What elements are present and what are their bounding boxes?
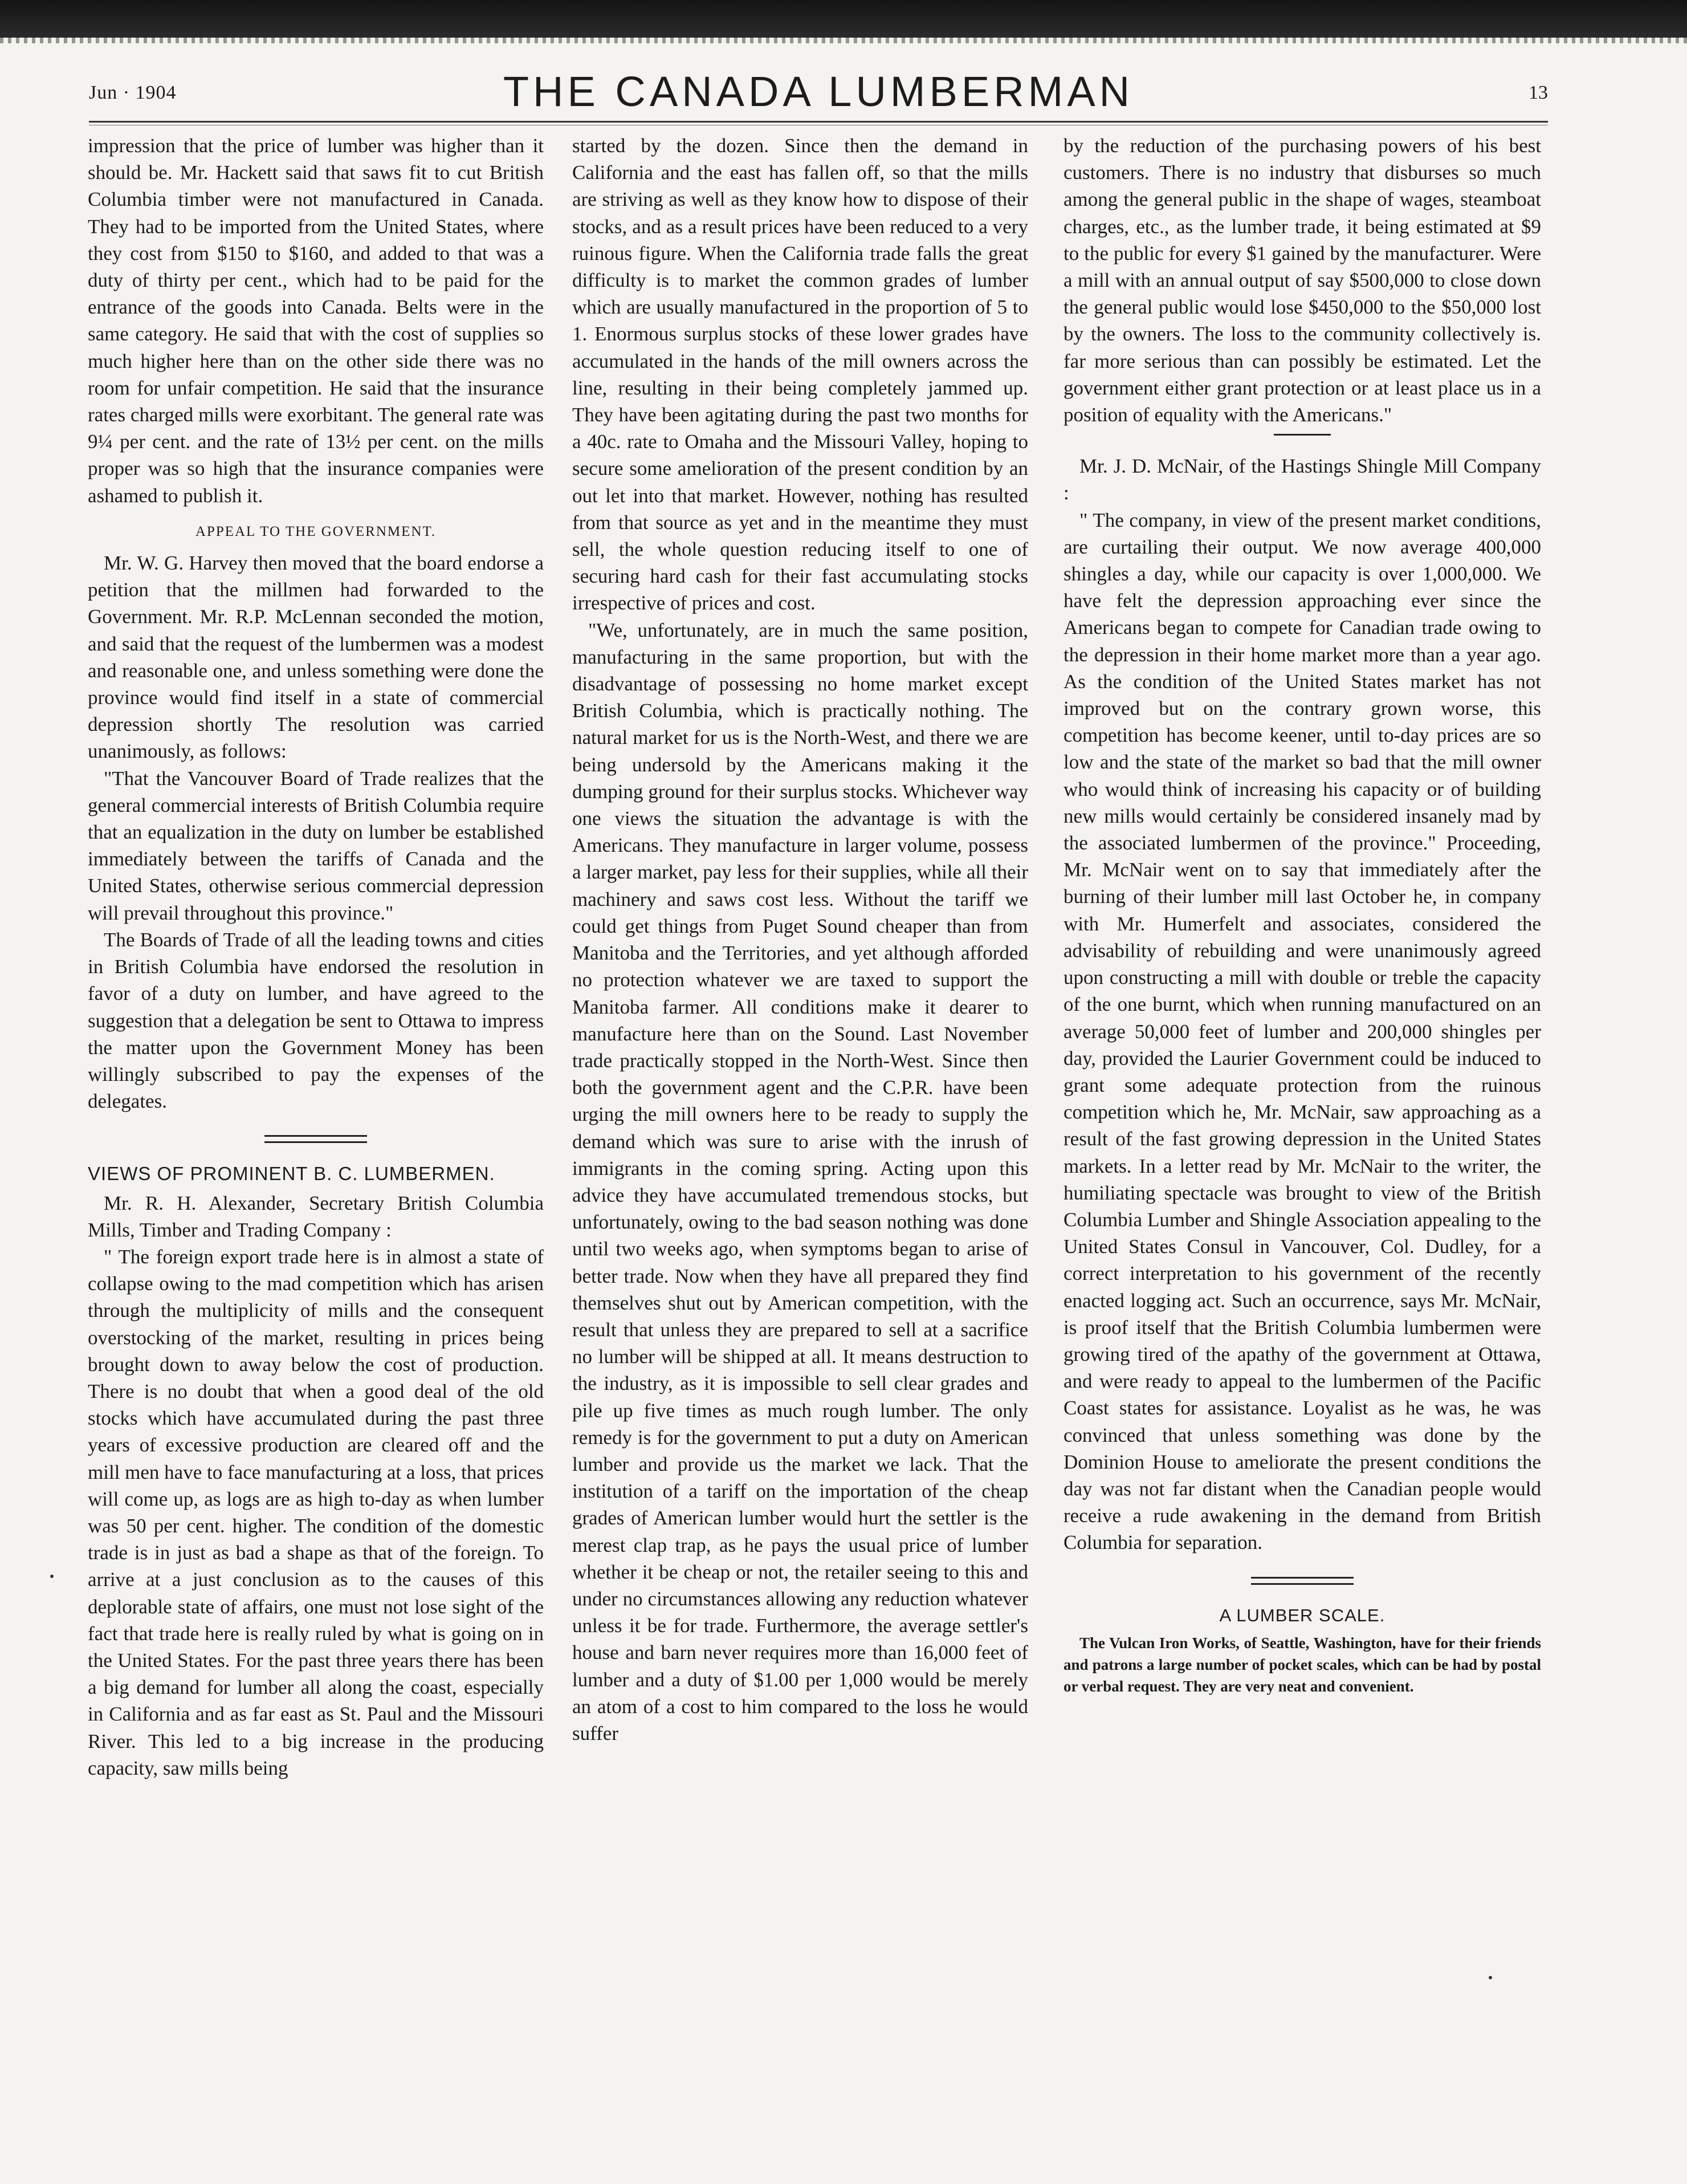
page-header (89, 67, 1548, 119)
paragraph: The Vulcan Iron Works, of Seattle, Washington, have for their friends and patrons a large number of pocket scales, which can be had by postal or verbal request. They are very neat and convenient. (1063, 1634, 1541, 1695)
print-speck (50, 1575, 54, 1578)
subheading-appeal: APPEAL TO THE GOVERNMENT. (195, 523, 437, 539)
issue-date: Jun · 1904 (89, 82, 177, 103)
paragraph: started by the dozen. Since then the demand in California and the east has fallen off, so that the mills are striving as well as they know how to dispose of their stocks, and as a result prices have been reduced to a very ruinous figure. When the California trade falls the great difficulty is to market the common grades of lumber which are usually manufactured in the proportion of 5 to 1. Enormous surplus stocks of these lower grades have accumulated in the hands of the mill owners across the line, resulting in their being completely jammed up. They have been agitating during the past two months for a 40c. rate to Omaha and the Missouri Valley, hoping to secure some amelioration of the present condition by an out let into that market. However, nothing has resulted from that source as yet and in the meantime they must sell, the whole question reducing itself to one of securing hard cash for their fast accumulating stocks irrespective of prices and cost. (572, 135, 1028, 615)
divider (1274, 434, 1331, 436)
paragraph: Mr. J. D. McNair, of the Hastings Shingle Mill Company : (1063, 455, 1541, 505)
paragraph: Mr. W. G. Harvey then moved that the board endorse a petition that the millmen had forwarded to the Government. Mr. R.P. McLennan seconded the motion, and said that the request of the lumbermen was a modest and reasonable one, and unless something were done the province would find itself in a state of commercial depression shortly The resolution was carried unanimously, as follows: (88, 552, 544, 763)
page-top-border (0, 0, 1687, 38)
column-1 (88, 132, 544, 1782)
paragraph: by the reduction of the purchasing powers of his best customers. There is no industry that disburses so much among the general public in the shape of wages, steamboat charges, etc., as the lumber trade, it being estimated at $9 to the public for every $1 gained by the manufacturer. Were a mill with an annual output of say $500,000 to close down the general public would lose $450,000 to the $50,000 lost by the owners. The loss to the community collectively is. far more serious than can possibly be estimated. Let the government either grant protection or at least place us in a position of equality with the Americans." (1063, 135, 1541, 426)
paragraph: impression that the price of lumber was higher than it should be. Mr. Hackett said that saws fit to cut British Columbia timber were not manufactured in Canada. They had to be imported from the United States, where they cost from $150 to $160, and added to that was a duty of thirty per cent., which had to be paid for the entrance of the goods into Canada. Belts were in the same category. He said that with the cost of supplies so much higher here than on the other side there was no room for unfair competition. He said that the insurance rates charged mills were exorbitant. The general rate was 9¼ per cent. and the rate of 13½ per cent. on the mills proper was so high that the insurance companies were ashamed to publish it. (88, 135, 544, 507)
column-3 (1063, 132, 1541, 1697)
paragraph: The Boards of Trade of all the leading towns and cities in British Columbia have endorsed the resolution in favor of a duty on lumber, and have agreed to the suggestion that a delegation be sent to Ottawa to impress the matter upon the Government Money has been willingly subscribed to pay the expenses of the delegates. (88, 928, 544, 1113)
paragraph: "That the Vancouver Board of Trade realizes that the general commercial interests of British Columbia require that an equalization in the duty on lumber be established immediately between the tariffs of Canada and the United States, otherwise serious commercial depression will prevail throughout this province." (88, 767, 544, 924)
section-heading-views: VIEWS OF PROMINENT B. C. LUMBERMEN. (88, 1163, 495, 1185)
paragraph: " The foreign export trade here is in almost a state of collapse owing to the mad competition which has arisen through the multiplicity of mills and the consequent overstocking of the market, resulting in prices being brought down to away below the cost of production. There is no doubt that when a good deal of the old stocks which have accumulated during the past three years of excessive production are cleared off and the mill men have to face manufacturing at a loss, that prices will come up, as logs are as high to-day as when lumber was 50 per cent. higher. The condition of the domestic trade is in just as bad a shape as that of the foreign. To arrive at a just conclusion as to the causes of this deplorable state of affairs, one must not lose sight of the fact that trade here is really ruled by what is going on in the United States. For the past three years there has been a big demand for lumber all along the coast, especially in California and as far east as St. Paul and the Missouri River. This led to a big increase in the producing capacity, saw mills being (88, 1245, 544, 1779)
paragraph: " The company, in view of the present market conditions, are curtailing their output. We now average 400,000 shingles a day, while our capacity is over 1,000,000. We have felt the depression approaching ever since the Americans began to compete for Canadian trade owing to the depression in their home market more than a year ago. As the condition of the United States market has not improved but on the contrary grown worse, this competition has become keener, until to-day prices are so low and the state of the market so bad that the mill owner who would think of increasing his capacity or of building new mills would certainly be considered insanely mad by the associated lumbermen of the province." Proceeding, Mr. McNair went on to say that immediately after the burning of their lumber mill last October he, in company with Mr. Humerfelt and associates, considered the advisability of rebuilding and were unanimously agreed upon constructing a mill with double or treble the capacity of the one burnt, which when running manufactured on an average 50,000 feet of lumber and 200,000 shingles per day, provided the Laurier Government could be induced to grant some adequate protection from the ruinous competition which he, Mr. McNair, saw approaching as a result of the fast growing depression in the United States markets. In a letter read by Mr. McNair to the writer, the humiliating spectacle was brought to view of the British Columbia Lumber and Shingle Association appealing to the United States Consul in Vancouver, Col. Dudley, for a correct interpretation to his government of the recently enacted logging act. Such an occurrence, says Mr. McNair, is proof itself that the British Columbia lumbermen were growing tired of the apathy of the government at Ottawa, and were ready to appeal to the lumbermen of the Pacific Coast states for assistance. Loyalist as he was, he was convinced that unless something was done by the Dominion House to ameliorate the present conditions the day was not far distant when the Canadian people would receive a rude awakening in the demand from British Columbia for separation. (1063, 509, 1541, 1554)
print-speck (1489, 1976, 1492, 1979)
header-rule (89, 121, 1548, 125)
paragraph: "We, unfortunately, are in much the same position, manufacturing in the same proportion, but with the disadvantage of possessing no home market except British Columbia, which is practically nothing. The natural market for us is the North-West, and there we are being undersold by the Americans making it the dumping ground for their surplus stocks. Whichever way one views the situation the advantage is with the Americans. They manufacture in larger volume, possess a larger market, pay less for their supplies, while all their machinery and saws cost less. Without the tariff we could get things from Puget Sound cheaper than from Manitoba and the Territories, and yet although afforded no protection whatever we are taxed to support the Manitoba farmer. All conditions make it dearer to manufacture here than on the Sound. Last November trade practically stopped in the North-West. Since then both the government agent and the C.P.R. have been urging the mill owners here to be ready to supply the demand which was sure to arise with the inrush of immigrants in the coming spring. Acting upon this advice they have accumulated tremendous stocks, but unfortunately, owing to the bad season nothing was done until two weeks ago, when symptoms began to arise of better trade. Now when they have all prepared they find themselves shut out by American competition, with the result that unless they are prepared to sell at a sacrifice no lumber will be shipped at all. It means destruction to the industry, as it is impossible to sell clear grades and pile up five times as much rough lumber. The only remedy is for the government to put a duty on American lumber and provide us the market we lack. That the institution of a tariff on the importation of the cheap grades of American lumber would hurt the settler is the merest clap trap, as he pays the usual price of lumber whether it be cheap or not, the retailer seeing to this and under no circumstances allowing any reduction whatever unless it be for trade. Furthermore, the average settler's house and barn never requires more than 16,000 feet of lumber and a duty of $1.00 per 1,000 would be merely an atom of a cost to him compared to the loss he would suffer (572, 619, 1028, 1744)
section-divider (264, 1135, 367, 1143)
masthead-title: THE CANADA LUMBERMAN (503, 68, 1134, 115)
section-divider (1251, 1577, 1354, 1585)
column-2 (572, 132, 1028, 1747)
heading-lumber-scale: A LUMBER SCALE. (1219, 1605, 1386, 1625)
paragraph: Mr. R. H. Alexander, Secretary British Columbia Mills, Timber and Trading Company : (88, 1191, 544, 1241)
page-number: 13 (1529, 82, 1548, 103)
